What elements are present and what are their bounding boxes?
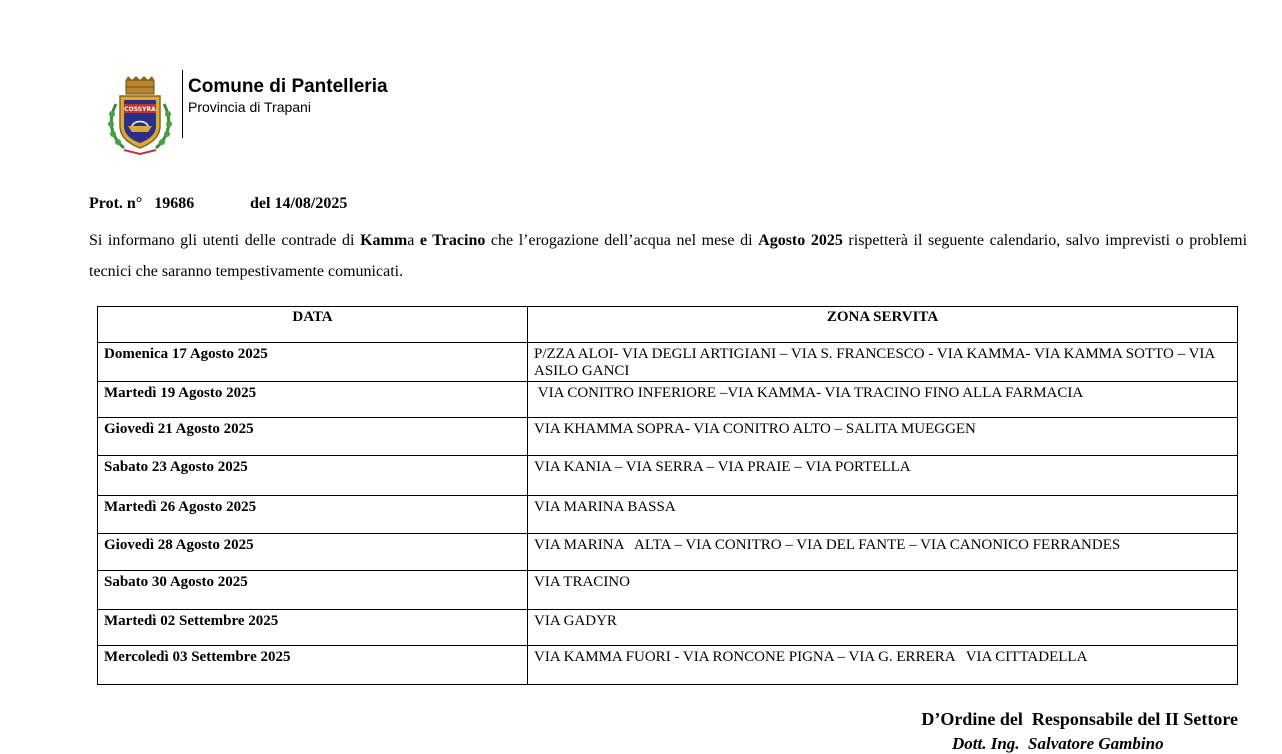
- protocol-label: Prot. n°: [89, 195, 143, 212]
- row-date: Martedì 26 Agosto 2025: [98, 496, 528, 534]
- water-schedule-table: [97, 306, 1238, 685]
- table-row: [98, 382, 1238, 418]
- row-zone: VIA GADYR: [528, 610, 1238, 646]
- table-row: [98, 418, 1238, 456]
- svg-text:COSSYRA: COSSYRA: [124, 106, 156, 113]
- table-row: [98, 646, 1238, 685]
- signature-title: D’Ordine del Responsabile del II Settore: [921, 709, 1238, 729]
- notice-paragraph: [89, 225, 1247, 287]
- table-header-row: [98, 307, 1238, 343]
- column-header-date: DATA: [98, 307, 528, 343]
- paragraph-bold: Agosto 2025: [758, 232, 843, 249]
- signature-name: Dott. Ing. Salvatore Gambino: [952, 734, 1164, 753]
- row-date: Mercoledì 03 Settembre 2025: [98, 646, 528, 685]
- row-date: Martedì 19 Agosto 2025: [98, 382, 528, 418]
- row-date: Martedì 02 Settembre 2025: [98, 610, 528, 646]
- paragraph-bold: e Tracino: [419, 232, 486, 249]
- table-row: [98, 456, 1238, 496]
- municipality-name: Comune di Pantelleria: [188, 76, 388, 97]
- row-date: Giovedì 28 Agosto 2025: [98, 534, 528, 571]
- protocol-line: [89, 195, 348, 213]
- protocol-number: 19686: [154, 195, 195, 212]
- municipal-crest-icon: [106, 74, 174, 156]
- paragraph-text: Si informano gli utenti delle contrade di: [89, 232, 361, 249]
- table-row: [98, 343, 1238, 382]
- row-zone: VIA TRACINO: [528, 571, 1238, 610]
- row-zone: P/ZZA ALOI- VIA DEGLI ARTIGIANI – VIA S. FRANCESCO - VIA KAMMA- VIA KAMMA SOTTO – VIA ASILO GANCI: [528, 343, 1238, 382]
- row-date: Domenica 17 Agosto 2025: [98, 343, 528, 382]
- protocol-date: del 14/08/2025: [250, 195, 348, 212]
- row-zone: VIA KHAMMA SOPRA- VIA CONITRO ALTO – SALITA MUEGGEN: [528, 418, 1238, 456]
- row-zone: VIA MARINA ALTA – VIA CONITRO – VIA DEL FANTE – VIA CANONICO FERRANDES: [528, 534, 1238, 571]
- table-row: [98, 571, 1238, 610]
- row-date: Giovedì 21 Agosto 2025: [98, 418, 528, 456]
- row-zone: VIA MARINA BASSA: [528, 496, 1238, 534]
- row-date: Sabato 23 Agosto 2025: [98, 456, 528, 496]
- province-name: Provincia di Trapani: [188, 99, 311, 115]
- paragraph-text: che l’erogazione dell’acqua nel mese di: [485, 232, 759, 249]
- row-date: Sabato 30 Agosto 2025: [98, 571, 528, 610]
- column-header-zone: ZONA SERVITA: [528, 307, 1238, 343]
- table-row: [98, 534, 1238, 571]
- paragraph-text: rispetterà il seguente calendario, salvo imprevisti o problemi tecnici che saranno tempestivamente comunicati.: [89, 232, 1248, 280]
- paragraph-bold: Kamm: [360, 232, 408, 249]
- letterhead: [106, 70, 426, 158]
- table-row: [98, 496, 1238, 534]
- paragraph-text: a: [407, 232, 420, 249]
- row-zone: VIA CONITRO INFERIORE –VIA KAMMA- VIA TRACINO FINO ALLA FARMACIA: [528, 382, 1238, 418]
- table-row: [98, 610, 1238, 646]
- row-zone: VIA KANIA – VIA SERRA – VIA PRAIE – VIA PORTELLA: [528, 456, 1238, 496]
- header-divider: [182, 70, 183, 138]
- row-zone: VIA KAMMA FUORI - VIA RONCONE PIGNA – VIA G. ERRERA VIA CITTADELLA: [528, 646, 1238, 685]
